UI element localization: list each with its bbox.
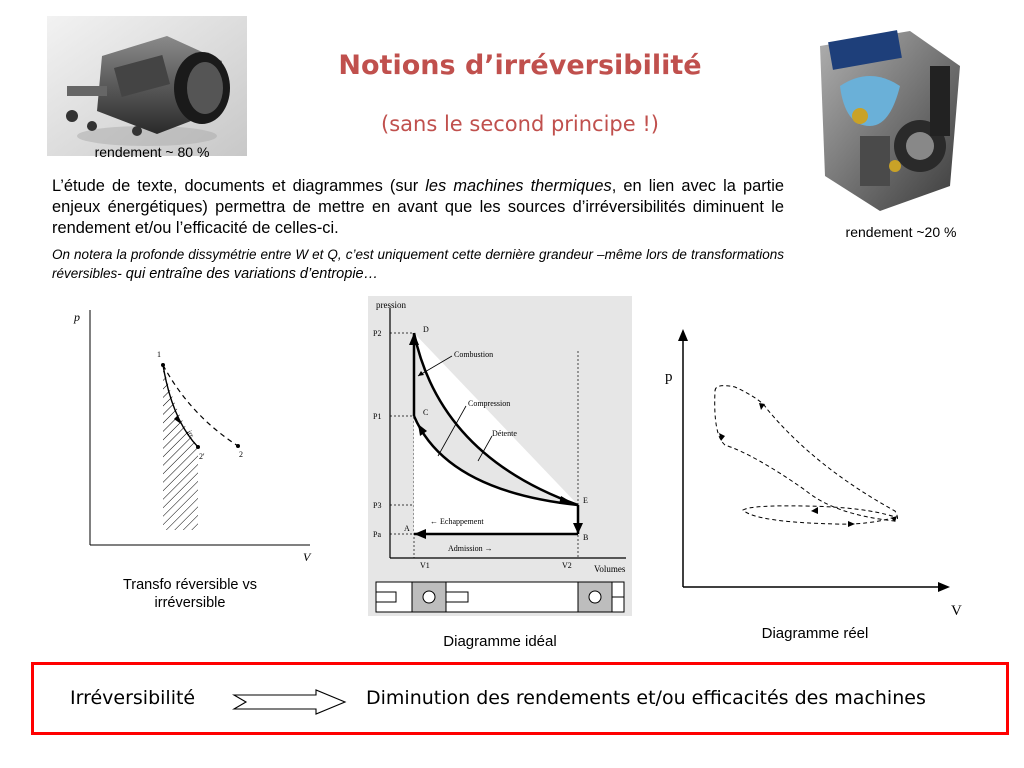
slide-subtitle: (sans le second principe !): [381, 112, 659, 136]
reversible-irreversible-diagram: [60, 305, 320, 570]
diagram1-caption-line1: Transfo réversible vs: [122, 577, 258, 593]
real-arrow-4: [848, 521, 855, 527]
right-engine-caption: rendement ~20 %: [845, 224, 957, 240]
point-d: D: [423, 325, 429, 334]
pv-x-label: V: [303, 550, 311, 564]
diagram2-caption: Diagramme idéal: [443, 633, 557, 650]
real-arrow-3: [811, 507, 818, 514]
real-arrow-1: [759, 403, 765, 410]
tick-p1: P1: [373, 412, 382, 421]
intro-paragraph-end: , en lien avec la partie enjeux énergétiques) permettra de mettre en avant que les sources d’irréversibilités diminuent le rendement et/ou l’efficacité de celles-ci.: [52, 177, 784, 237]
real-cycle-upper-loop: [715, 386, 898, 521]
point-2prime: [196, 445, 200, 449]
point-1: [161, 363, 165, 367]
point-b: B: [583, 533, 589, 542]
conclusion-left: Irréversibilité: [70, 687, 196, 709]
intro-paragraph-start: L’étude de texte, documents et diagrammes (sur: [52, 177, 426, 195]
left-engine-caption: rendement ~ 80 %: [94, 144, 210, 160]
conclusion-right: Diminution des rendements et/ou efficacités des machines: [366, 687, 926, 709]
point-2: [236, 444, 240, 448]
point-e: E: [583, 496, 588, 505]
intro-paragraph-emphasis: les machines thermiques: [425, 177, 612, 195]
entropy-note-part1: On notera la profonde dissymétrie entre W et Q, c’est uniquement cette dernière grandeur –même lors de transformations réversibles-: [52, 247, 784, 281]
label-combustion: Combustion: [454, 350, 494, 359]
ideal-y-label: pression: [376, 300, 406, 310]
real-x-label: V: [951, 603, 962, 619]
label-echappement: ← Echappement: [430, 517, 484, 526]
tick-pa: Pa: [373, 530, 381, 539]
tick-v1: V1: [420, 561, 430, 570]
entropy-note-part2: qui entraîne des variations d’entropie…: [121, 266, 379, 282]
intro-paragraph: [52, 176, 784, 239]
diagram3-caption: Diagramme réel: [761, 625, 869, 642]
ideal-x-label: Volumes: [594, 564, 626, 574]
slide-title: Notions d’irréversibilité: [338, 50, 702, 81]
tick-p3: P3: [373, 501, 382, 510]
entropy-note: [52, 245, 784, 284]
point-1-label: 1: [157, 350, 161, 359]
label-detente: Détente: [492, 429, 517, 438]
pv-y-label: p: [74, 310, 80, 324]
irr-label: irr: [185, 429, 196, 439]
point-c: C: [423, 408, 429, 417]
combustion-engine-image: [800, 26, 970, 216]
diagram1-caption: [100, 576, 280, 612]
point-2-label: 2: [239, 450, 243, 459]
conclusion-box: [31, 662, 1009, 735]
diagram1-caption-line2: irréversible: [154, 595, 226, 611]
real-y-arrow: [678, 329, 688, 341]
electric-motor-image: [47, 16, 247, 156]
tick-v2: V2: [562, 561, 572, 570]
real-y-label: p: [665, 369, 673, 385]
implies-arrow-icon: [232, 689, 348, 715]
real-cycle-diagram: [655, 325, 975, 620]
point-a: A: [404, 524, 410, 533]
point-2prime-label: 2': [199, 452, 205, 461]
ideal-cycle-diagram: [368, 296, 632, 616]
label-admission: Admission →: [448, 544, 493, 553]
piston-cylinder-icon: [376, 582, 624, 612]
real-cycle-lower-loop: [743, 506, 895, 524]
real-x-arrow: [938, 582, 950, 592]
label-compression: Compression: [468, 399, 511, 408]
tick-p2: P2: [373, 329, 382, 338]
